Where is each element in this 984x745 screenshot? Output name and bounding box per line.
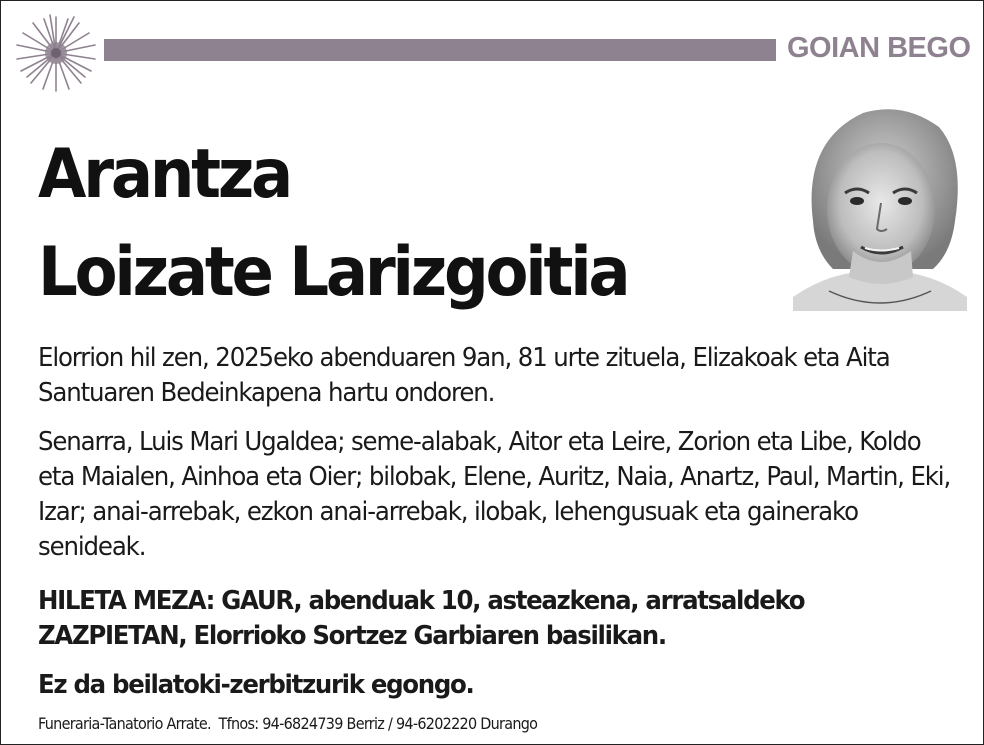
thistle-flower-icon: [13, 13, 99, 93]
funeral-mass-paragraph: HILETA MEZA: GAUR, abenduak 10, asteazkena, arratsaldeko ZAZPIETAN, Elorrioko Sortzez Garbiaren basilikan.: [38, 586, 805, 651]
family-paragraph: Senarra, Luis Mari Ugaldea; seme-alabak, Aitor eta Leire, Zorion eta Libe, Koldo eta Maialen, Ainhoa eta Oier; bilobak, Elene, Auritz, Naia, Anartz, Paul, Martin, Eki, Izar; anai-arrebak, ezkon anai-arrebak, ilobak, lehengusuak eta gainerako senideak.: [38, 427, 951, 562]
header-band: [104, 39, 776, 61]
deceased-first-name: Arantza: [38, 135, 291, 214]
no-wake-paragraph: Ez da beilatoki-zerbitzurik egongo.: [38, 670, 474, 700]
header-label: GOIAN BEGO: [787, 32, 971, 64]
death-notice-paragraph: Elorrion hil zen, 2025eko abenduaren 9an, 81 urte zituela, Elizakoak eta Aita Santuaren Bedeinkapena hartu ondoren.: [38, 343, 890, 408]
funeral-home-footer: Funeraria-Tanatorio Arrate. Tfnos: 94-6824739 Berriz / 94-6202220 Durango: [38, 714, 538, 733]
deceased-surnames: Loizate Larizgoitia: [38, 233, 628, 312]
portrait-photo: [793, 101, 967, 311]
